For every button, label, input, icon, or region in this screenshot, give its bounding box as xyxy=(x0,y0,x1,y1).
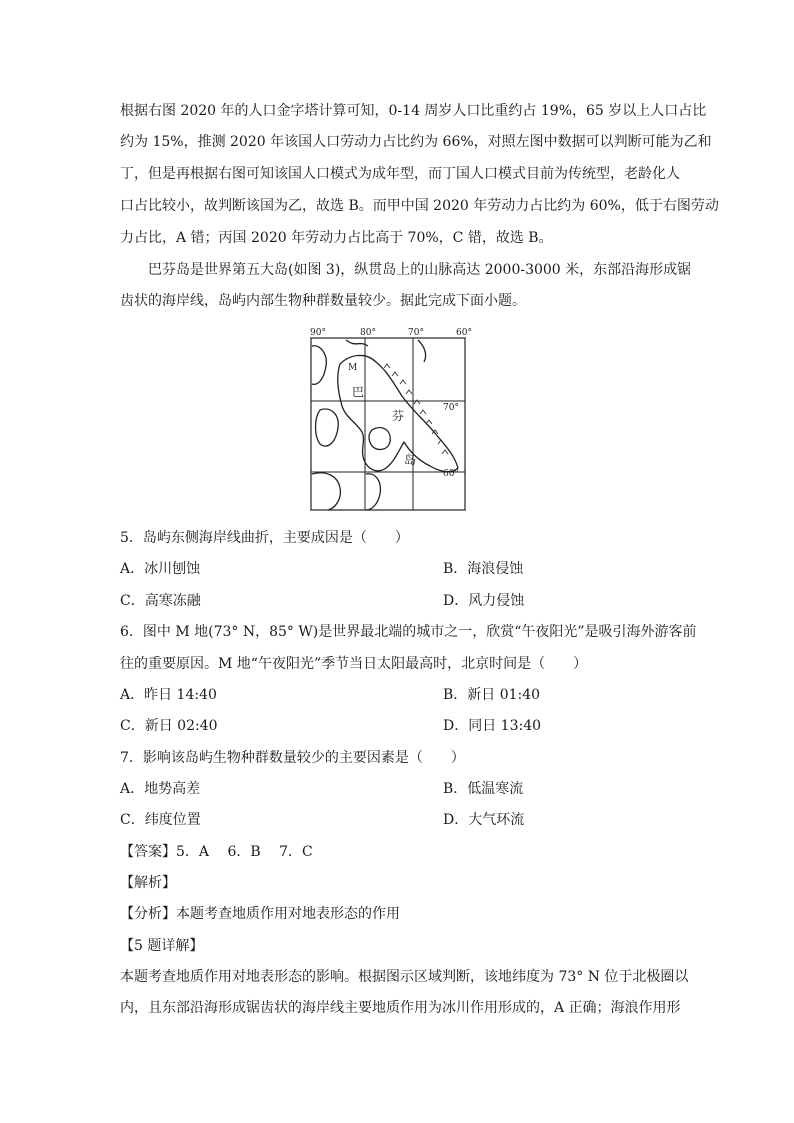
island-char-3: 岛 xyxy=(404,453,417,467)
q7-option-b: B．低温寒流 xyxy=(443,781,524,797)
analysis-heading: 【解析】 xyxy=(120,875,176,891)
island-char-1: 巴 xyxy=(352,385,365,399)
q6-stem-line-1: 6．图中 M 地(73° N，85° W)是世界最北端的城市之一，欣赏“午夜阳光”是吸引海外游客前 xyxy=(120,624,697,640)
q6-option-a: A．昨日 14:40 xyxy=(120,687,217,703)
lat-label-60: 60° xyxy=(443,469,459,479)
q6-option-d: D．同日 13:40 xyxy=(443,718,542,734)
q5-option-b: B．海浪侵蚀 xyxy=(443,561,524,577)
island-char-2: 芬 xyxy=(392,409,405,423)
lon-label-80: 80° xyxy=(360,328,376,338)
q7-option-c: C．纬度位置 xyxy=(120,812,201,828)
lat-label-70: 70° xyxy=(443,403,459,413)
intro-line-4: 口占比较小，故判断该国为乙，故选 B。而甲中国 2020 年劳动力占比约为 60%，低于右图劳动 xyxy=(120,198,719,214)
q5-option-a: A．冰川刨蚀 xyxy=(120,561,201,577)
q5-option-c: C．高寒冻融 xyxy=(120,593,201,609)
intro-line-5: 力占比，A 错；丙国 2020 年劳动力占比高于 70%，C 错，故选 B。 xyxy=(120,230,553,246)
q5-option-d: D．风力侵蚀 xyxy=(443,593,525,609)
q7-option-d: D．大气环流 xyxy=(443,812,525,828)
q7-option-a: A．地势高差 xyxy=(120,781,201,797)
lon-label-60: 60° xyxy=(456,328,472,338)
passage-line-2: 齿状的海岸线，岛屿内部生物种群数量较少。据此完成下面小题。 xyxy=(120,293,526,309)
point-m-label: M xyxy=(348,363,358,373)
analysis-note: 【分析】本题考查地质作用对地表形态的作用 xyxy=(120,906,400,922)
q6-option-b: B．新日 01:40 xyxy=(443,687,541,703)
q5-detail-line-2: 内，且东部沿海形成锯齿状的海岸线主要地质作用为冰川作用形成的，A 正确；海浪作用形 xyxy=(120,1000,681,1016)
intro-line-2: 约为 15%，推测 2020 年该国人口劳动力占比约为 66%，对照左图中数据可以判断可能为乙和 xyxy=(120,134,712,150)
intro-line-3: 丁，但是再根据右图可知该国人口模式为成年型，而丁国人口模式目前为传统型，老龄化人 xyxy=(120,166,680,182)
q6-option-c: C．新日 02:40 xyxy=(120,718,218,734)
q5-stem: 5．岛屿东侧海岸线曲折，主要成因是（ ） xyxy=(120,530,409,546)
passage-line-1: 巴芬岛是世界第五大岛(如图 3)，纵贯岛上的山脉高达 2000-3000 米，东部沿海形成锯 xyxy=(120,262,692,278)
q7-stem: 7．影响该岛屿生物种群数量较少的主要因素是（ ） xyxy=(120,750,465,766)
lon-label-70: 70° xyxy=(408,328,424,338)
q6-stem-line-2: 往的重要原因。M 地“午夜阳光”季节当日太阳最高时，北京时间是（ ） xyxy=(120,656,588,672)
q5-detail-line-1: 本题考查地质作用对地表形态的影响。根据图示区域判断，该地纬度为 73° N 位于北极圈以 xyxy=(120,969,689,985)
baffin-island-map xyxy=(306,324,470,514)
answer-line: 【答案】5．A 6．B 7．C xyxy=(120,844,313,860)
lon-label-90: 90° xyxy=(310,328,326,338)
q5-detail-heading: 【5 题详解】 xyxy=(120,938,204,954)
intro-line-1: 根据右图 2020 年的人口金字塔计算可知，0-14 周岁人口比重约占 19%，65 岁以上人口占比 xyxy=(120,103,707,119)
